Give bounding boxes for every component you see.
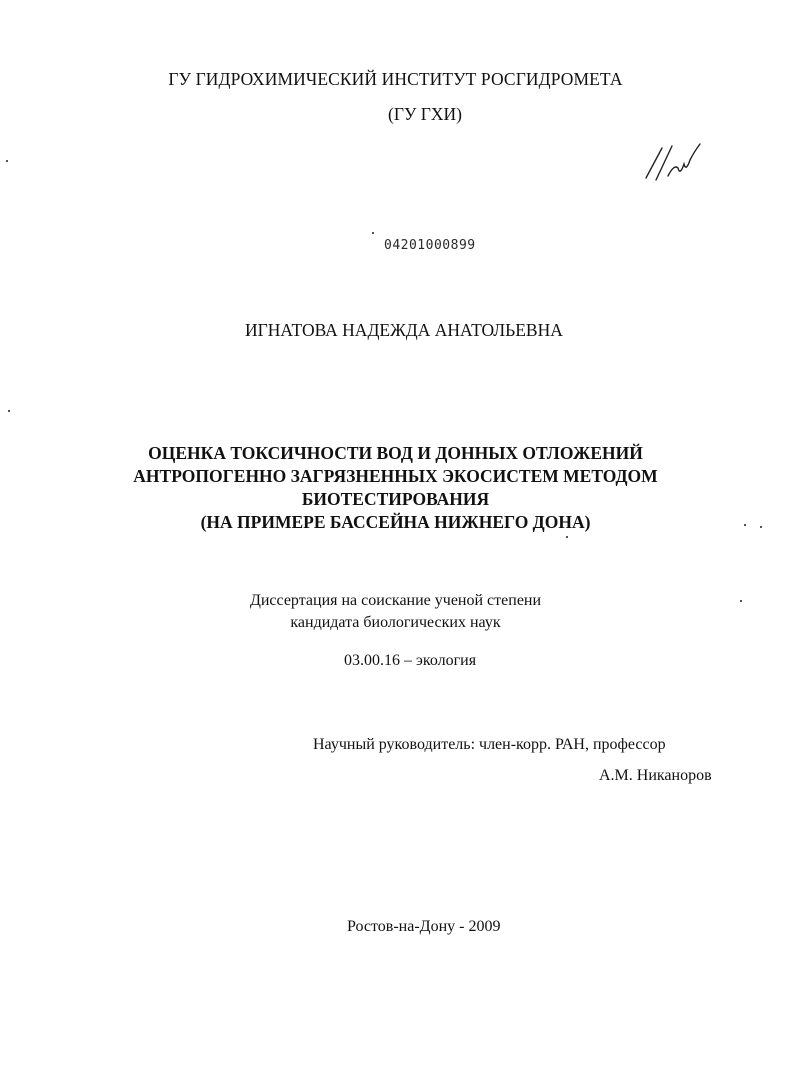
scan-speck xyxy=(740,600,742,602)
degree-line-1: Диссертация на соискание ученой степени xyxy=(249,592,542,609)
supervisor-name: А.М. Никаноров xyxy=(599,767,712,784)
scan-speck xyxy=(760,526,762,528)
institute-name: ГУ ГИДРОХИМИЧЕСКИЙ ИНСТИТУТ РОСГИДРОМЕТА xyxy=(168,69,623,89)
author-name: ИГНАТОВА НАДЕЖДА АНАТОЛЬЕВНА xyxy=(245,320,563,340)
specialty-code: 03.00.16 – экология xyxy=(344,652,477,669)
title-line-2: АНТРОПОГЕННО ЗАГРЯЗНЕННЫХ ЭКОСИСТЕМ МЕТОДОМ xyxy=(133,466,658,486)
dissertation-degree xyxy=(0,590,791,634)
handwritten-signature xyxy=(638,138,708,188)
scan-speck xyxy=(744,524,746,526)
title-line-1: ОЦЕНКА ТОКСИЧНОСТИ ВОД И ДОННЫХ ОТЛОЖЕНИЙ xyxy=(148,443,643,463)
scan-speck xyxy=(6,160,8,162)
title-line-4: (НА ПРИМЕРЕ БАССЕЙНА НИЖНЕГО ДОНА) xyxy=(200,512,591,532)
scan-speck xyxy=(566,536,568,538)
city-year: Ростов-на-Дону - 2009 xyxy=(347,918,501,935)
scan-speck xyxy=(8,410,10,412)
title-line-3: БИОТЕСТИРОВАНИЯ xyxy=(301,489,490,509)
scan-speck xyxy=(372,232,374,234)
catalog-number: 04201000899 xyxy=(384,238,476,253)
institute-abbreviation: (ГУ ГХИ) xyxy=(388,104,462,124)
dissertation-title xyxy=(0,442,791,534)
supervisor-label: Научный руководитель: член-корр. РАН, профессор xyxy=(313,736,666,753)
degree-line-2: кандидата биологических наук xyxy=(290,614,501,631)
